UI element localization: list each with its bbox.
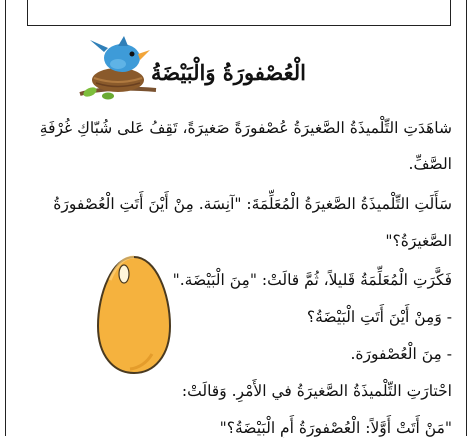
story-title: الْعُصْفورَةُ وَالْبَيْضَةُ (150, 60, 306, 85)
story-line-7: - مِنَ الْعُصْفورَة. (350, 345, 452, 363)
story-line-6: - وَمِنْ أَيْنَ أَتَتِ الْبَيْضَةُ؟ (306, 308, 452, 326)
egg-illustration (94, 254, 174, 376)
story-line-1: شاهَدَتِ التِّلْميذَةُ الصَّغيرَةُ عُصْفورَةً صَغيرَةً، تَقِفُ عَلى شُبّاكِ غُرْفَةِ (39, 119, 452, 137)
story-line-8: احْتارَتِ التِّلْميذَةُ الصَّغيرَةُ في الأَمْرِ. وَقالَتْ: (181, 382, 452, 400)
bird-in-nest-illustration (78, 36, 158, 104)
story-line-4: الصَّغيرَةُ؟" (385, 232, 452, 250)
answer-box (27, 0, 451, 26)
story-line-9: "مَنْ أَتَتْ أَوَّلاً: الْعُصْفورَةُ أَمِ الْبَيْضَةُ؟" (219, 419, 452, 437)
story-line-2: الصَّفِّ. (408, 155, 452, 173)
story-line-3: سَأَلَتِ التِّلْميذَةُ الصَّغيرَةُ الْمُعَلِّمَةَ: "آنِسَة. مِنْ أَيْنَ أَتَتِ الْعُصْفورَةُ (53, 195, 452, 213)
story-line-5: فَكَّرَتِ الْمُعَلِّمَةُ قَليلاً، ثُمَّ قالَتْ: "مِنَ الْبَيْضَة." (172, 271, 452, 289)
